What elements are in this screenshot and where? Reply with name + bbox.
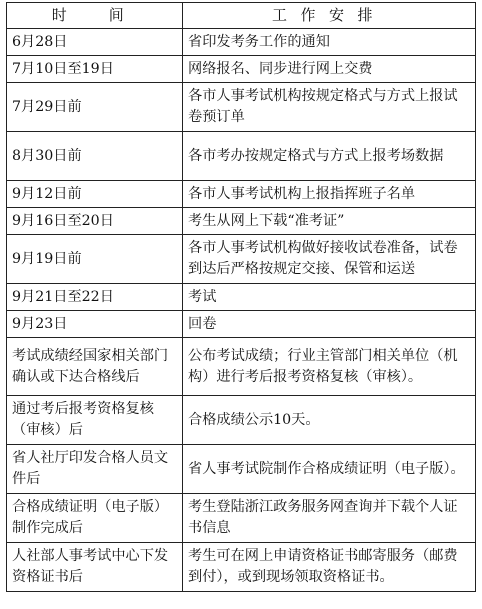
task-cell: 考试	[183, 284, 476, 311]
table-row	[7, 396, 476, 445]
task-cell: 省人事考试院制作合格成绩证明（电子版）。	[183, 445, 476, 494]
table-row	[7, 445, 476, 494]
time-cell: 8月30日前	[7, 132, 183, 181]
task-cell: 考生可在网上申请资格证书邮寄服务（邮费到付），或到现场领取资格证书。	[183, 543, 476, 592]
time-cell: 9月19日前	[7, 235, 183, 284]
task-cell: 考生从网上下载“准考证”	[183, 208, 476, 235]
table-header-row	[7, 3, 476, 29]
table-row	[7, 56, 476, 83]
task-cell: 省印发考务工作的通知	[183, 29, 476, 56]
table-row	[7, 311, 476, 338]
exam-schedule-table	[6, 2, 476, 592]
task-cell: 各市人事考试机构上报指挥班子名单	[183, 181, 476, 208]
time-cell: 通过考后报考资格复核（审核）后	[7, 396, 183, 445]
table-row	[7, 181, 476, 208]
time-cell: 9月23日	[7, 311, 183, 338]
task-cell: 各市人事考试机构按规定格式与方式上报试卷预订单	[183, 83, 476, 132]
table-row	[7, 29, 476, 56]
table-row	[7, 132, 476, 181]
task-cell: 回卷	[183, 311, 476, 338]
time-cell: 合格成绩证明（电子版）制作完成后	[7, 494, 183, 543]
time-cell: 6月28日	[7, 29, 183, 56]
table-row	[7, 494, 476, 543]
time-cell: 9月21日至22日	[7, 284, 183, 311]
time-cell: 省人社厅印发合格人员文件后	[7, 445, 183, 494]
task-cell: 公布考试成绩；行业主管部门相关单位（机构）进行考后报考资格复核（审核）。	[183, 338, 476, 396]
task-cell: 网络报名、同步进行网上交费	[183, 56, 476, 83]
table-row	[7, 235, 476, 284]
table-row	[7, 284, 476, 311]
time-cell: 7月10日至19日	[7, 56, 183, 83]
table-row	[7, 543, 476, 592]
table-row	[7, 208, 476, 235]
time-cell: 9月16日至20日	[7, 208, 183, 235]
table-row	[7, 83, 476, 132]
task-cell: 各市人事考试机构做好接收试卷准备，试卷到达后严格按规定交接、保管和运送	[183, 235, 476, 284]
table-row	[7, 338, 476, 396]
time-cell: 人社部人事考试中心下发资格证书后	[7, 543, 183, 592]
time-cell: 考试成绩经国家相关部门确认或下达合格线后	[7, 338, 183, 396]
header-arrangement: 工作安排	[183, 3, 476, 29]
task-cell: 合格成绩公示10天。	[183, 396, 476, 445]
task-cell: 考生登陆浙江政务服务网查询并下载个人证书信息	[183, 494, 476, 543]
time-cell: 9月12日前	[7, 181, 183, 208]
time-cell: 7月29日前	[7, 83, 183, 132]
header-time: 时 间	[7, 3, 183, 29]
task-cell: 各市考办按规定格式与方式上报考场数据	[183, 132, 476, 181]
